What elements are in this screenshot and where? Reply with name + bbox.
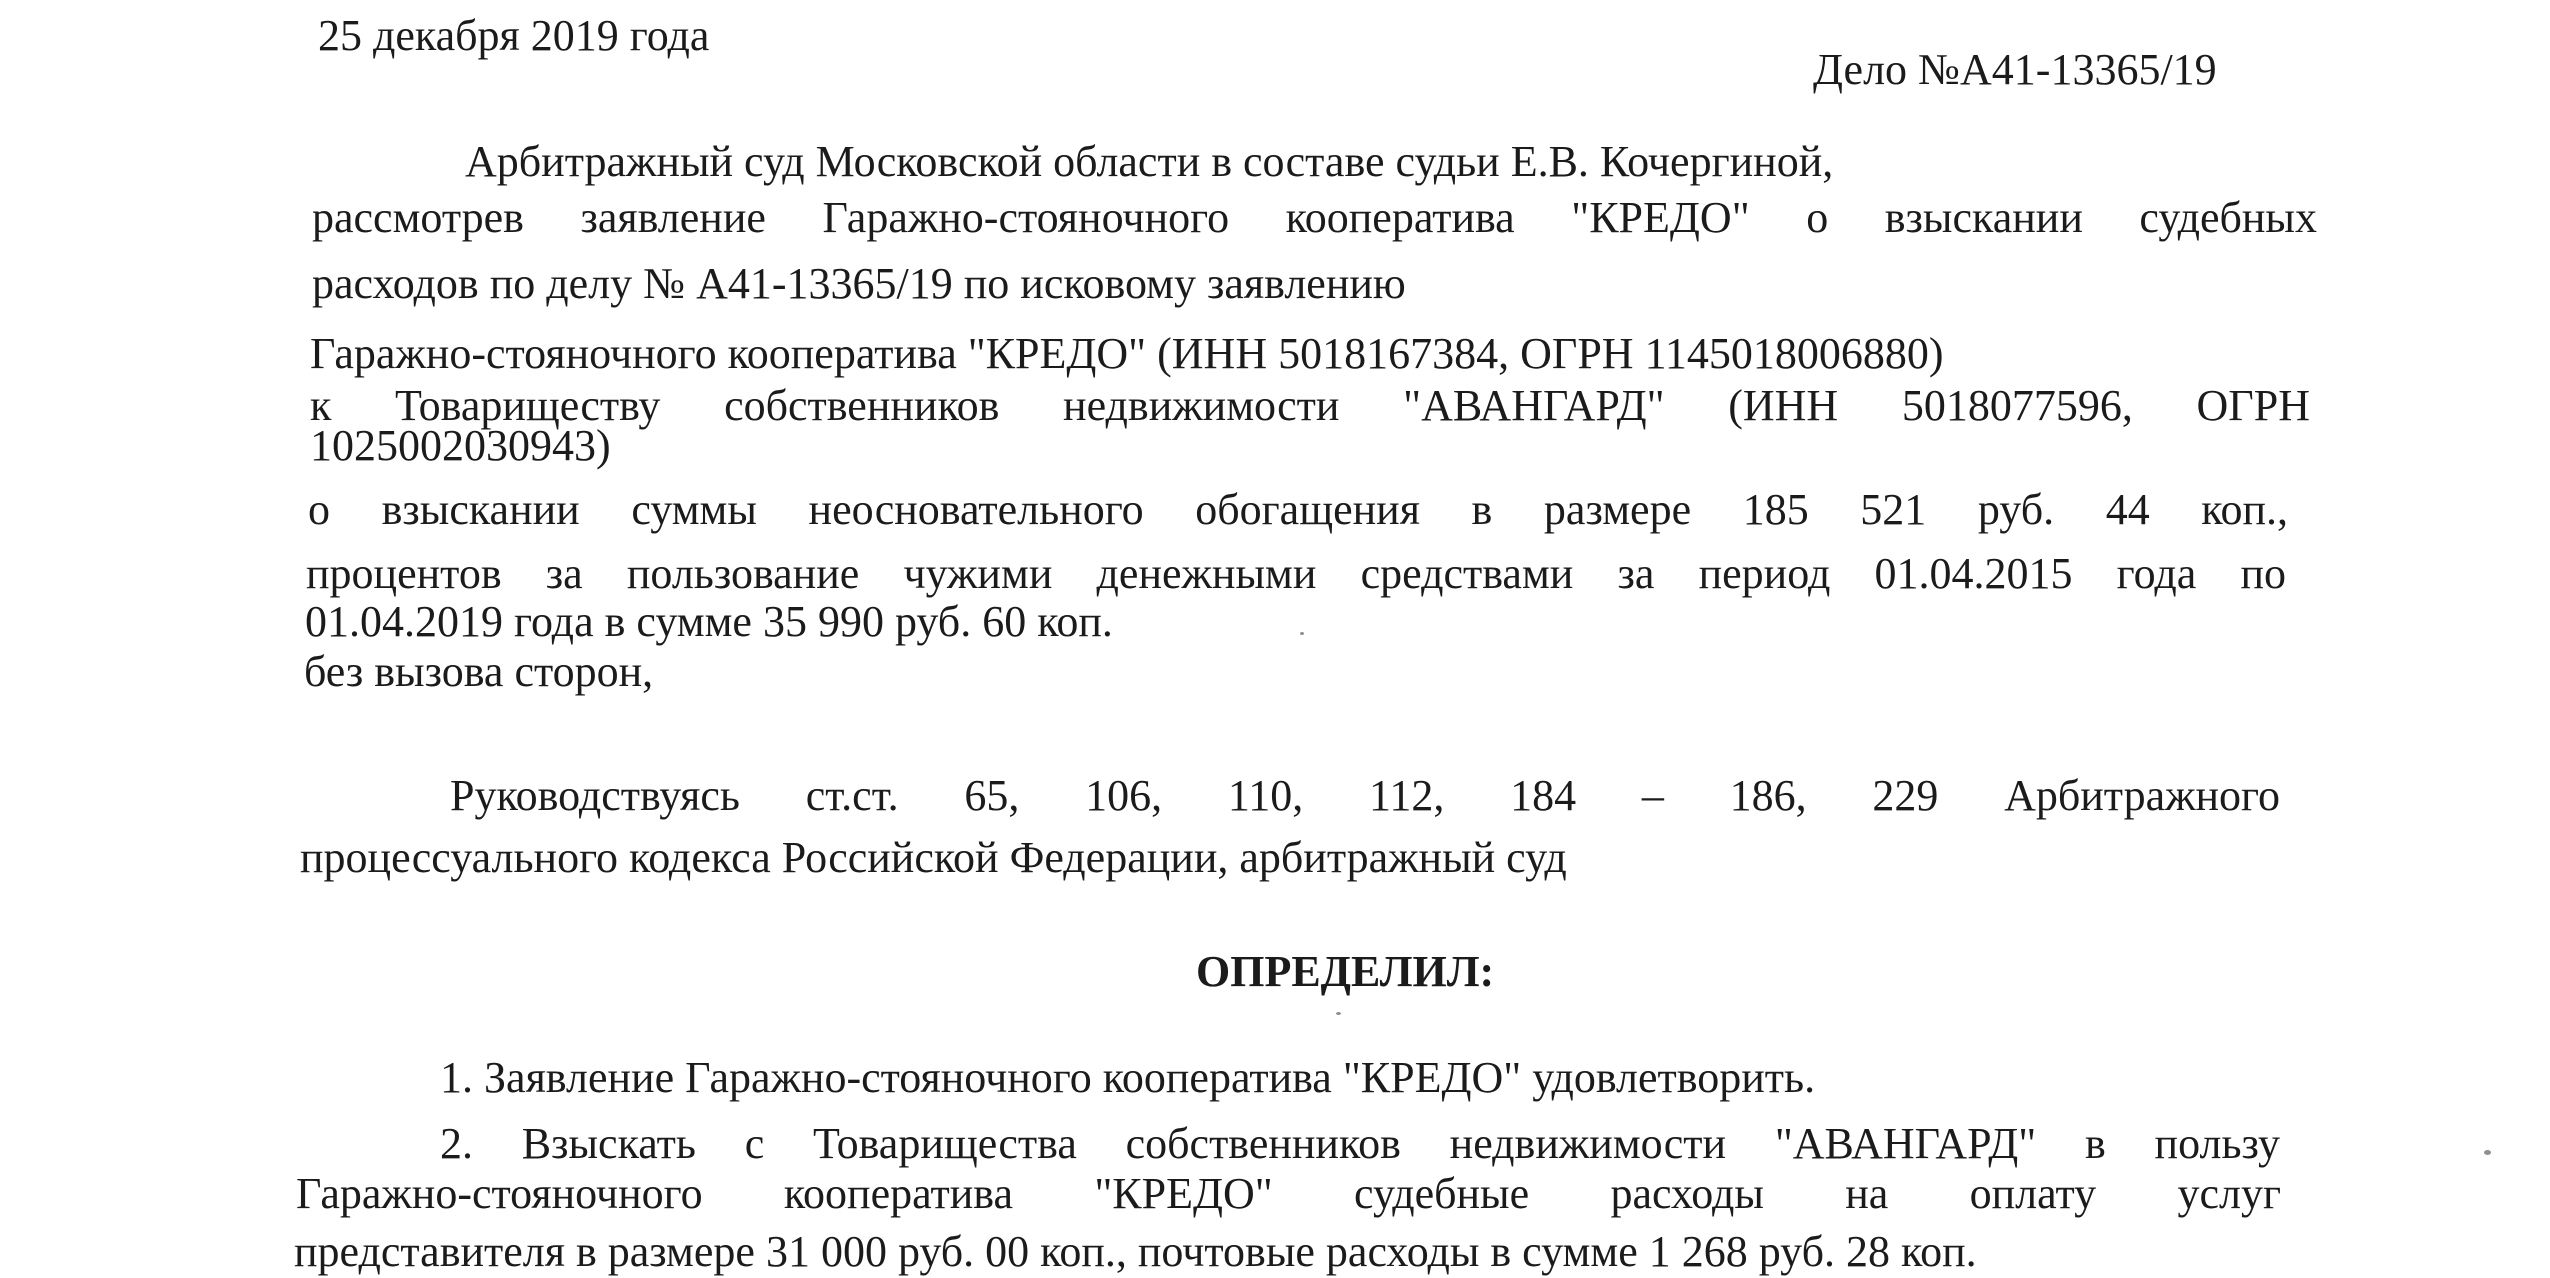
body-line-2: рассмотрев заявление Гаражно-стояночного кооператива "КРЕДО" о взыскании судебных	[312, 193, 2317, 242]
body-line-11: Руководствуясь ст.ст. 65, 106, 110, 112, 184 – 186, 229 Арбитражного	[450, 771, 2280, 820]
case-number: Дело №А41-13365/19	[1813, 45, 2217, 94]
ruling-heading: ОПРЕДЕЛИЛ:	[1196, 947, 1495, 996]
body-line-9: 01.04.2019 года в сумме 35 990 руб. 60 коп.	[305, 597, 1113, 646]
ruling-line-4: представителя в размере 31 000 руб. 00 коп., почтовые расходы в сумме 1 268 руб. 28 коп.	[294, 1227, 1977, 1276]
scan-speck	[1336, 1012, 1341, 1015]
body-line-1: Арбитражный суд Московской области в составе судьи Е.В. Кочергиной,	[465, 137, 1834, 186]
body-line-3: расходов по делу № А41-13365/19 по исковому заявлению	[312, 259, 1406, 308]
body-line-7: о взыскании суммы неосновательного обогащения в размере 185 521 руб. 44 коп.,	[308, 485, 2288, 534]
body-line-6: 1025002030943)	[310, 421, 611, 470]
scan-speck	[1300, 632, 1304, 635]
body-line-8: процентов за пользование чужими денежными средствами за период 01.04.2015 года по	[306, 549, 2286, 598]
body-line-10: без вызова сторон,	[304, 647, 654, 696]
body-line-4: Гаражно-стояночного кооператива "КРЕДО" (ИНН 5018167384, ОГРН 1145018006880)	[310, 329, 1944, 378]
body-line-5: к Товариществу собственников недвижимости "АВАНГАРД" (ИНН 5018077596, ОГРН	[310, 381, 2310, 430]
body-line-12: процессуального кодекса Российской Федерации, арбитражный суд	[300, 833, 1567, 882]
scan-speck	[2484, 1150, 2491, 1155]
ruling-line-2: 2. Взыскать с Товарищества собственников недвижимости "АВАНГАРД" в пользу	[440, 1119, 2280, 1168]
ruling-line-3: Гаражно-стояночного кооператива "КРЕДО" судебные расходы на оплату услуг	[296, 1169, 2281, 1218]
ruling-line-1: 1. Заявление Гаражно-стояночного кооператива "КРЕДО" удовлетворить.	[440, 1053, 1816, 1102]
document-date: 25 декабря 2019 года	[318, 11, 710, 60]
